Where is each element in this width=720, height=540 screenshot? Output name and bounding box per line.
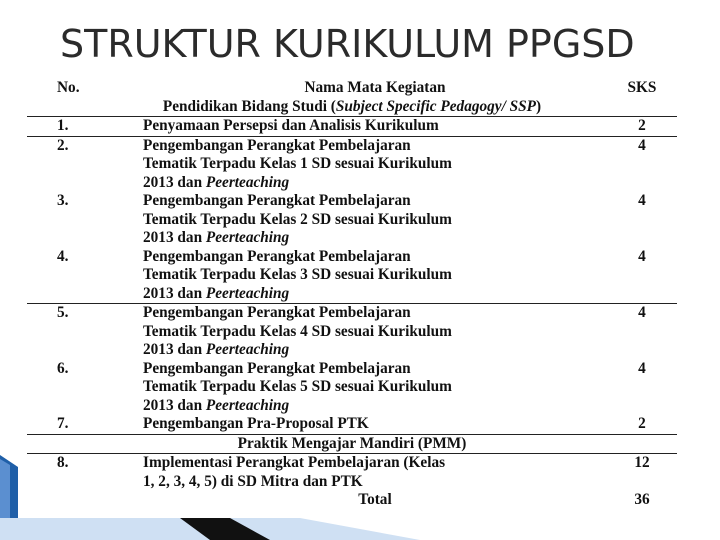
row-text: Tematik Terpadu Kelas 5 SD sesuai Kurikulum — [143, 378, 452, 395]
row-text-line — [143, 211, 607, 230]
row-text: Tematik Terpadu Kelas 4 SD sesuai Kurikulum — [143, 322, 452, 340]
header-sks: SKS — [627, 79, 657, 96]
row-text-line — [143, 415, 607, 434]
table-row — [27, 192, 677, 248]
row-number: 3. — [57, 192, 69, 209]
row-text: Pengembangan Pra-Proposal PTK — [143, 415, 369, 432]
table-body — [27, 98, 677, 510]
row-text: 1, 2, 3, 4, 5) di SD Mitra dan PTK — [143, 472, 363, 490]
row-sks: 12 — [634, 454, 650, 471]
row-text-italic: Peerteaching — [205, 173, 290, 191]
row-text: 2013 dan — [143, 396, 206, 414]
row-course-name — [143, 136, 607, 192]
table-row — [27, 360, 677, 416]
section-ssp-italic: Subject Specific Pedagogy/ SSP — [335, 97, 537, 115]
row-text: Pengembangan Perangkat Pembelajaran — [143, 192, 411, 209]
row-course-name — [143, 415, 607, 434]
row-text: 2013 dan — [143, 173, 206, 191]
section-row-pmm — [27, 434, 677, 454]
total-sks: 36 — [634, 491, 650, 508]
row-number: 1. — [27, 117, 143, 137]
row-text: Pengembangan Perangkat Pembelajaran — [143, 247, 411, 265]
section-ssp-suffix: ) — [536, 97, 542, 115]
table-header-row — [27, 79, 677, 98]
row-course-name — [143, 192, 607, 248]
row-text-line — [143, 285, 607, 304]
row-sks: 4 — [638, 136, 646, 154]
row-text-line — [143, 248, 607, 267]
row-text-line — [143, 323, 607, 342]
section-ssp-prefix: Pendidikan Bidang Studi ( — [162, 97, 336, 115]
table-row — [27, 304, 677, 360]
row-text-line — [143, 192, 607, 211]
row-sks: 4 — [607, 248, 677, 304]
row-text-line — [143, 341, 607, 360]
row-text-line — [143, 378, 607, 397]
row-course-name — [143, 454, 607, 492]
row-text: 2013 dan — [143, 229, 206, 246]
row-sks: 4 — [638, 192, 646, 209]
curriculum-table-container — [27, 79, 677, 510]
curriculum-table — [27, 79, 677, 510]
row-text: 2013 dan — [143, 284, 206, 302]
row-text-line — [143, 155, 607, 174]
row-number: 2. — [57, 136, 69, 154]
row-text-line — [143, 304, 607, 323]
row-text: Tematik Terpadu Kelas 3 SD sesuai Kurikulum — [143, 266, 452, 283]
row-text: Pengembangan Perangkat Pembelajaran — [143, 136, 411, 154]
row-text: Pengembangan Perangkat Pembelajaran — [143, 304, 411, 321]
row-text-line — [143, 397, 607, 416]
table-row — [27, 454, 677, 492]
row-text: 2013 dan — [143, 341, 206, 358]
row-text: Pengembangan Perangkat Pembelajaran — [143, 359, 411, 377]
section-ssp-label — [27, 98, 677, 117]
row-sks: 2 — [607, 415, 677, 434]
table-row — [27, 117, 677, 137]
row-text: Tematik Terpadu Kelas 1 SD sesuai Kurikulum — [143, 155, 452, 172]
row-course-name — [143, 360, 607, 416]
row-text-line — [143, 137, 607, 156]
header-name: Nama Mata Kegiatan — [304, 79, 446, 96]
row-text-line — [143, 266, 607, 285]
row-text-line — [143, 229, 607, 248]
row-sks: 4 — [638, 304, 646, 321]
section-pmm-label: Praktik Mengajar Mandiri (PMM) — [27, 434, 677, 454]
row-number: 5. — [57, 304, 69, 321]
row-text: Tematik Terpadu Kelas 2 SD sesuai Kurikulum — [143, 210, 452, 228]
row-text: Penyamaan Persepsi dan Analisis Kurikulum — [143, 117, 439, 134]
row-text-line — [143, 473, 607, 492]
table-row — [27, 136, 677, 192]
row-text: Implementasi Perangkat Pembelajaran (Kelas — [143, 454, 446, 471]
row-course-name — [143, 117, 607, 137]
row-sks: 2 — [607, 117, 677, 137]
bottom-accent-decoration — [0, 505, 420, 540]
row-text-line — [143, 454, 607, 473]
total-label: Total — [358, 491, 392, 508]
row-number: 4. — [27, 248, 143, 304]
row-text-line — [143, 174, 607, 193]
table-row — [27, 415, 677, 434]
row-course-name — [143, 304, 607, 360]
row-number: 7. — [27, 415, 143, 434]
table-row — [27, 248, 677, 304]
row-number: 8. — [57, 454, 69, 471]
row-number: 6. — [57, 359, 69, 377]
row-text-italic: Peerteaching — [205, 341, 290, 358]
header-no: No. — [57, 79, 80, 96]
row-course-name — [143, 248, 607, 304]
section-row-ssp — [27, 98, 677, 117]
page-title: STRUKTUR KURIKULUM PPGSD — [60, 22, 635, 66]
row-text-italic: Peerteaching — [205, 396, 290, 414]
row-text-italic: Peerteaching — [205, 284, 290, 302]
row-sks: 4 — [638, 359, 646, 377]
row-text-line — [143, 117, 607, 136]
row-text-italic: Peerteaching — [205, 229, 290, 246]
row-text-line — [143, 360, 607, 379]
